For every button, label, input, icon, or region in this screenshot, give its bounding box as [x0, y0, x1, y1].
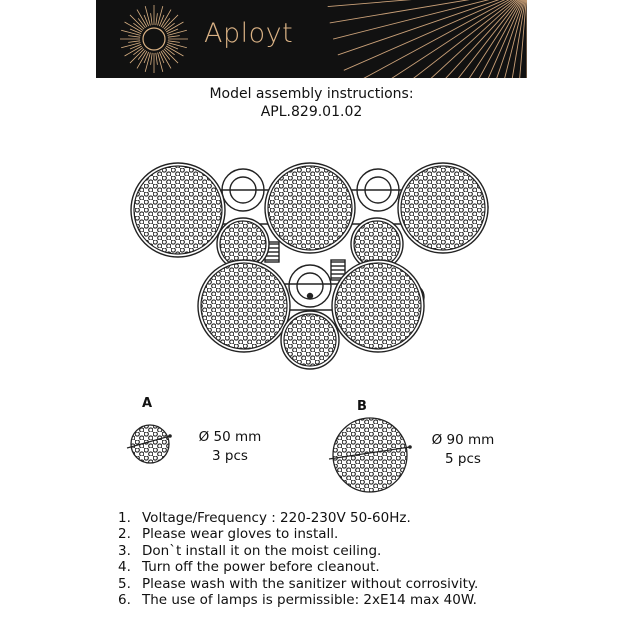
instruction-item: 3. Don`t install it on the moist ceiling. — [118, 542, 382, 559]
part-a-shade-icon — [131, 425, 169, 463]
part-hook-end — [408, 445, 412, 449]
instruction-item: 2. Please wear gloves to install. — [118, 526, 339, 543]
glass-shade — [284, 314, 336, 366]
part-a-quantity: 3 pcs — [212, 448, 248, 464]
part-b-shade-icon — [333, 418, 407, 492]
part-a-diameter: Ø 50 mm — [198, 429, 262, 445]
part-a-letter: A — [142, 396, 153, 411]
instruction-item: 4. Turn off the power before cleanout. — [118, 559, 380, 576]
instruction-item: 5. Please wash with the sanitizer without corrosivity. — [118, 575, 479, 592]
part-b-quantity: 5 pcs — [445, 451, 481, 467]
center-screw — [308, 294, 313, 299]
instruction-item: 6. The use of lamps is permissible: 2xE14 max 40W. — [118, 592, 477, 609]
ring-connector — [289, 265, 331, 307]
page-title: Model assembly instructions: — [209, 86, 414, 102]
glass-shade — [335, 263, 421, 349]
instructions-list — [118, 510, 478, 608]
glass-shade — [201, 263, 287, 349]
model-number: APL.829.01.02 — [260, 104, 363, 120]
instruction-item: 1. Voltage/Frequency : 220-230V 50-60Hz. — [118, 510, 411, 526]
part-b-diameter: Ø 90 mm — [431, 432, 495, 448]
part-b-letter: B — [357, 399, 367, 414]
glass-shade — [401, 166, 485, 250]
part-a-spec — [190, 428, 270, 466]
part-b-spec — [421, 431, 505, 469]
brand-logo-text: Aployt — [204, 18, 294, 49]
part-hook-end — [168, 434, 172, 438]
glass-shade — [134, 166, 222, 254]
glass-shade — [268, 166, 352, 250]
